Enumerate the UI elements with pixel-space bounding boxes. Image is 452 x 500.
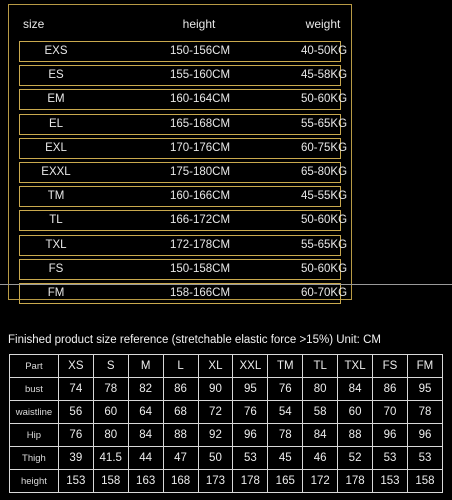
size-cell: ES [48, 69, 64, 82]
measurement-cell: 56 [58, 401, 93, 424]
height-cell: 160-166CM [169, 190, 231, 203]
measurement-cell: 86 [163, 378, 198, 401]
measurement-cell: 39 [58, 447, 93, 470]
size-header-cell: TXL [338, 355, 373, 378]
size-cell: FM [47, 287, 65, 299]
size-cell: EXS [44, 45, 68, 57]
size-chart-row [19, 210, 348, 231]
measurement-cell: 70 [373, 401, 408, 424]
weight-cell: 45-58KG [300, 69, 348, 82]
height-cell: 175-180CM [169, 166, 231, 178]
height-cell: 150-158CM [169, 262, 231, 275]
height-cell: 172-178CM [169, 238, 231, 251]
size-header-cell: FS [373, 355, 408, 378]
size-header-cell: S [93, 355, 128, 378]
size-chart-row [19, 65, 348, 86]
measurement-cell: 168 [163, 470, 198, 493]
part-label-cell: Hip [10, 424, 59, 447]
measurement-cell: 60 [338, 401, 373, 424]
size-cell: TL [49, 214, 63, 227]
size-chart-row [19, 41, 348, 62]
height-cell: 158-166CM [169, 287, 231, 299]
measurement-cell: 172 [303, 470, 338, 493]
measurement-cell: 153 [58, 470, 93, 493]
measurement-cell: 80 [303, 378, 338, 401]
size-header-cell: FM [407, 355, 442, 378]
size-chart-row [19, 162, 348, 183]
size-cell: FS [48, 262, 64, 275]
measurement-cell: 54 [268, 401, 303, 424]
measurement-cell: 153 [373, 470, 408, 493]
size-header-cell: TM [268, 355, 303, 378]
measurement-cell: 178 [233, 470, 268, 493]
finished-table-row [10, 447, 443, 470]
size-header-cell: TL [303, 355, 338, 378]
weight-cell: 45-55KG [300, 190, 348, 203]
weight-cell: 50-60KG [300, 214, 348, 227]
weight-cell: 40-50KG [300, 45, 348, 57]
weight-cell: 60-70KG [300, 287, 348, 299]
measurement-cell: 84 [303, 424, 338, 447]
measurement-cell: 41.5 [93, 447, 128, 470]
part-label-cell: bust [10, 378, 59, 401]
measurement-cell: 44 [128, 447, 163, 470]
part-header-cell: Part [10, 355, 59, 378]
size-chart-row [19, 186, 348, 207]
part-label-cell: waistline [10, 401, 59, 424]
guide-line [0, 284, 452, 285]
size-cell: TXL [45, 238, 67, 251]
size-cell: EL [48, 117, 64, 130]
height-cell: 155-160CM [169, 69, 231, 82]
measurement-cell: 53 [233, 447, 268, 470]
size-chart-table [8, 4, 352, 300]
finished-table-row [10, 470, 443, 493]
weight-cell: 55-65KG [300, 238, 348, 251]
finished-size-table [9, 354, 443, 493]
header-height: height [182, 17, 216, 31]
measurement-cell: 88 [338, 424, 373, 447]
measurement-cell: 95 [407, 378, 442, 401]
measurement-cell: 46 [303, 447, 338, 470]
measurement-cell: 82 [128, 378, 163, 401]
measurement-cell: 78 [268, 424, 303, 447]
measurement-cell: 84 [338, 378, 373, 401]
measurement-cell: 158 [93, 470, 128, 493]
size-chart-row [19, 259, 348, 280]
weight-cell: 65-80KG [300, 166, 348, 178]
measurement-cell: 92 [198, 424, 233, 447]
size-header-cell: XL [198, 355, 233, 378]
finished-table-row [10, 424, 443, 447]
measurement-cell: 84 [128, 424, 163, 447]
header-weight: weight [305, 17, 341, 31]
size-cell: EM [47, 93, 65, 106]
header-size: size [23, 17, 45, 31]
measurement-cell: 165 [268, 470, 303, 493]
weight-cell: 50-60KG [300, 93, 348, 106]
part-label-cell: Thigh [10, 447, 59, 470]
measurement-cell: 78 [93, 378, 128, 401]
size-header-cell: XS [58, 355, 93, 378]
finished-table-row [10, 378, 443, 401]
size-header-cell: M [128, 355, 163, 378]
measurement-cell: 58 [303, 401, 338, 424]
measurement-cell: 163 [128, 470, 163, 493]
measurement-cell: 64 [128, 401, 163, 424]
height-cell: 150-156CM [169, 45, 231, 57]
measurement-cell: 178 [338, 470, 373, 493]
measurement-cell: 53 [373, 447, 408, 470]
measurement-cell: 96 [373, 424, 408, 447]
measurement-cell: 45 [268, 447, 303, 470]
height-cell: 165-168CM [169, 117, 231, 130]
size-chart-row [19, 138, 348, 159]
measurement-cell: 76 [58, 424, 93, 447]
measurement-cell: 96 [407, 424, 442, 447]
weight-cell: 60-75KG [300, 141, 348, 154]
measurement-cell: 86 [373, 378, 408, 401]
measurement-cell: 52 [338, 447, 373, 470]
size-cell: EXL [45, 141, 67, 154]
measurement-cell: 76 [268, 378, 303, 401]
part-label-cell: height [10, 470, 59, 493]
weight-cell: 55-65KG [300, 117, 348, 130]
measurement-cell: 53 [407, 447, 442, 470]
measurement-cell: 88 [163, 424, 198, 447]
measurement-cell: 72 [198, 401, 233, 424]
finished-header-row [10, 355, 443, 378]
size-chart-row [19, 235, 348, 256]
measurement-cell: 173 [198, 470, 233, 493]
measurement-cell: 68 [163, 401, 198, 424]
measurement-cell: 96 [233, 424, 268, 447]
measurement-cell: 90 [198, 378, 233, 401]
finished-size-caption: Finished product size reference (stretchable elastic force >15%) Unit: CM [8, 334, 381, 346]
finished-table-row [10, 401, 443, 424]
measurement-cell: 60 [93, 401, 128, 424]
size-chart-row [19, 114, 348, 135]
measurement-cell: 76 [233, 401, 268, 424]
height-cell: 160-164CM [169, 93, 231, 106]
size-header-cell: L [163, 355, 198, 378]
measurement-cell: 158 [407, 470, 442, 493]
size-chart-header-row [19, 15, 341, 36]
height-cell: 170-176CM [169, 141, 231, 154]
weight-cell: 50-60KG [300, 262, 348, 275]
height-cell: 166-172CM [169, 214, 231, 227]
size-header-cell: XXL [233, 355, 268, 378]
measurement-cell: 80 [93, 424, 128, 447]
measurement-cell: 47 [163, 447, 198, 470]
measurement-cell: 50 [198, 447, 233, 470]
size-cell: TM [47, 190, 65, 203]
size-chart-row [19, 89, 348, 110]
size-chart-row [19, 283, 348, 304]
size-cell: EXXL [41, 166, 71, 178]
measurement-cell: 95 [233, 378, 268, 401]
measurement-cell: 78 [407, 401, 442, 424]
measurement-cell: 74 [58, 378, 93, 401]
